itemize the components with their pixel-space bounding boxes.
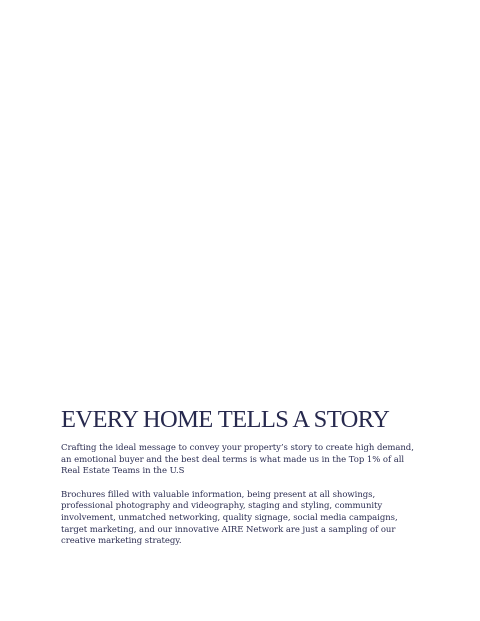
page-title: EVERY HOME TELLS A STORY xyxy=(61,406,390,433)
marketing-paragraph: Brochures filled with valuable information, being present at all showings, professional photography and videography, staging and styling, community involvement, unmatched networking, quality signage, social media campaigns, target marketing, and our innovative AIRE Network are just a sampling of our creative marketing strategy. xyxy=(61,489,398,547)
story-section xyxy=(61,405,421,548)
intro-paragraph: Crafting the ideal message to convey your property’s story to create high demand, an emotional buyer and the best deal terms is what made us in the Top 1% of all Real Estate Teams in the U.S xyxy=(61,443,414,477)
